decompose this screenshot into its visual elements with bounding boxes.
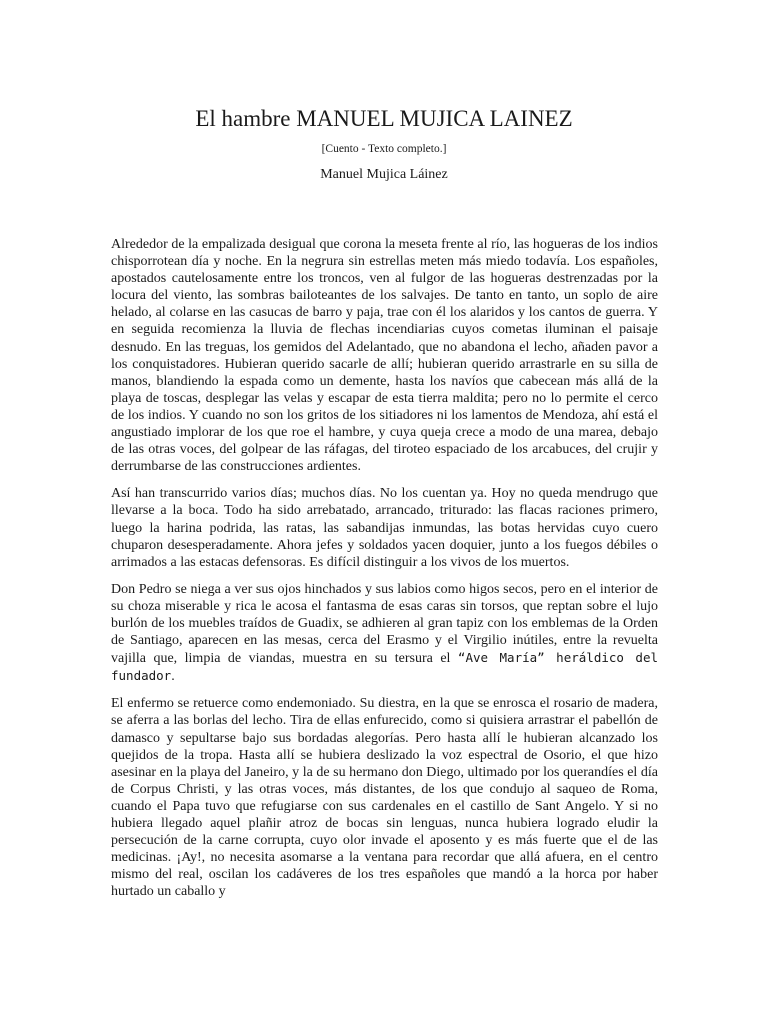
document-body xyxy=(111,236,658,910)
paragraph-2: Así han transcurrido varios días; muchos días. No los cuentan ya. Hoy no queda mendrugo que llevarse a la boca. Todo ha sido arrebatado, arrancado, triturado: las flacas raciones primero, luego la harina podrida, las ratas, las sabandijas inmundas, las botas hervidas cuyo cuero chuparon desesperadamente. Ahora jefes y soldados yacen doquier, junto a los fuegos débiles o arrimados a las estacas defensoras. Es difícil distinguir a los vivos de los muertos. xyxy=(111,486,658,570)
paragraph-1: Alrededor de la empalizada desigual que corona la meseta frente al río, las hogueras de los indios chisporrotean día y noche. En la negrura sin estrellas meten más miedo todavía. Los españoles, apostados cautelosamente entre los troncos, ven al fulgor de las hogueras destrenzadas por la locura del viento, las sombras bailoteantes de los salvajes. De tanto en tanto, un soplo de aire helado, al colarse en las casucas de barro y paja, trae con él los alaridos y los cantos de guerra. Y en seguida recomienza la lluvia de flechas incendiarias cuyos cometas iluminan el paisaje desnudo. En las treguas, los gemidos del Adelantado, que no abandona el lecho, añaden pavor a los conquistadores. Hubieran querido sacarle de allí; hubieran querido arrastrarle en su silla de manos, blandiendo la espada como un demente, hasta los navíos que cabecean más allá de la playa de toscas, desplegar las velas y escapar de esta tierra maldita; pero no lo permite el cerco de los indios. Y cuando no son los gritos de los sitiadores ni los lamentos de Mendoza, ahí está el angustiado implorar de los que roe el hambre, y cuya queja crece a modo de una marea, debajo de las otras voces, del golpear de las ráfagas, del tiroteo espaciado de los arcabuces, del crujir y derrumbarse de las construcciones ardientes. xyxy=(111,237,658,475)
document-title: El hambre MANUEL MUJICA LAINEZ xyxy=(195,106,573,131)
paragraph-3 xyxy=(111,581,658,686)
paragraph-4: El enfermo se retuerce como endemoniado. Su diestra, en la que se enrosca el rosario de madera, se aferra a las borlas del lecho. Tira de ellas enfurecido, como si quisiera arrastrar el pabellón de damasco y sepultarse bajo sus bordadas alegorías. Pero hasta allí le hubieran alcanzado los quejidos de la tropa. Hasta allí se hubiera deslizado la voz espectral de Osorio, el que hizo asesinar en la playa del Janeiro, y la de su hermano don Diego, ultimado por los querandíes el día de Corpus Christi, y las otras voces, más distantes, de los que condujo al saqueo de Roma, cuando el Papa tuvo que refugiarse con sus cardenales en el castillo de Sant Angelo. Y si no hubiera llegado aquel plañir atroz de bocas sin lenguas, nunca hubiera logrado eludir la persecución de la carne corrupta, cuyo olor invade el aposento y es más fuerte que el de las medicinas. ¡Ay!, no necesita asomarse a la ventana para recordar que allá afuera, en el centro mismo del real, oscilan los cadáveres de los tres españoles que mandó a la horca por haber hurtado un caballo y xyxy=(111,696,658,900)
paragraph-3-text: Don Pedro se niega a ver sus ojos hinchados y sus labios como higos secos, pero en el interior de su choza miserable y rica le acosa el fantasma de esas caras sin torsos, que reptan sobre el lujo burlón de los muebles traídos de Guadix, se adhieren al gran tapiz con los emblemas de la Orden de Santiago, aparecen en las mesas, cerca del Erasmo y el Virgilio inútiles, entre la revuelta vajilla que, limpia de viandas, muestra en su tersura el xyxy=(111,581,658,667)
ave-maria-phrase: “Ave María” heráldico del fundador xyxy=(111,650,658,684)
document-author: Manuel Mujica Láinez xyxy=(320,167,448,182)
paragraph-3-end: . xyxy=(171,669,175,685)
document-subtitle: [Cuento - Texto completo.] xyxy=(321,143,447,155)
